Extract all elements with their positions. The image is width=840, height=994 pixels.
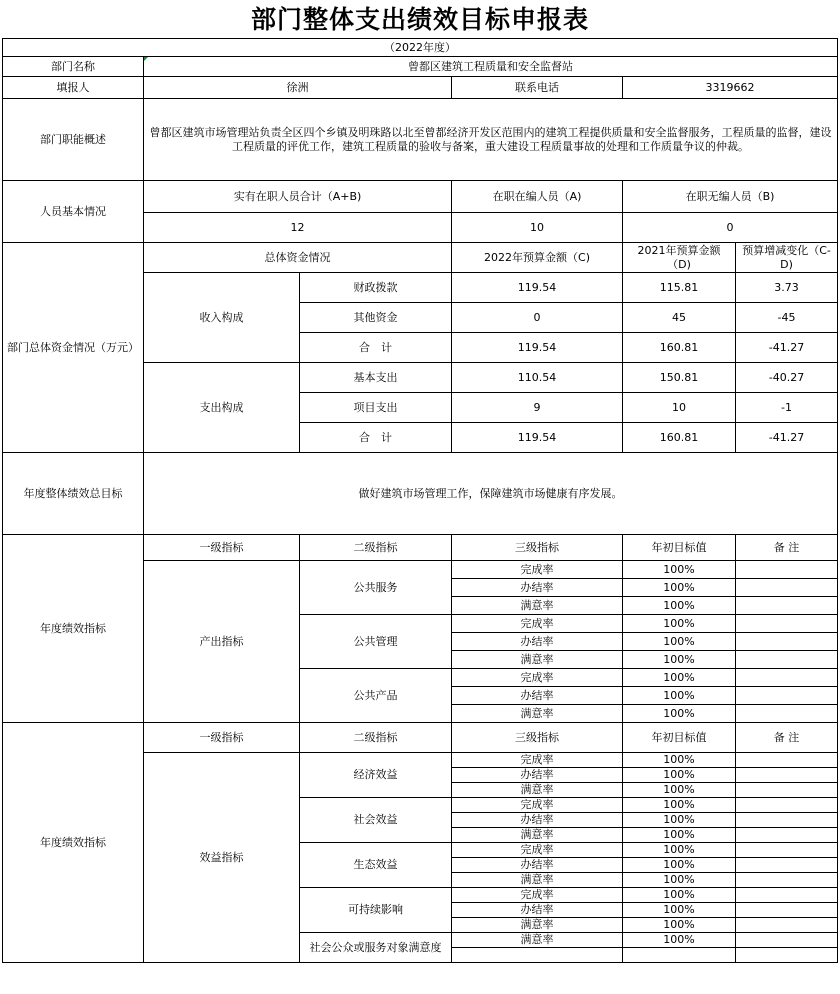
perf2-item: 满意率: [452, 828, 623, 843]
staff-b: 0: [623, 213, 838, 243]
perf1-header-note: 备 注: [736, 535, 838, 561]
perf2-group: 可持续影响: [300, 888, 452, 933]
staff-header-b: 在职无编人员（B): [623, 181, 838, 213]
perf2-target: 100%: [623, 933, 736, 948]
perf2-target: 100%: [623, 903, 736, 918]
perf1-item: 满意率: [452, 705, 623, 723]
income-cd: -41.27: [736, 333, 838, 363]
expense-d: 160.81: [623, 423, 736, 453]
perf2-item: 满意率: [452, 918, 623, 933]
perf2-item: 完成率: [452, 753, 623, 768]
perf1-note: [736, 705, 838, 723]
perf1-target: 100%: [623, 579, 736, 597]
staff-label: 人员基本情况: [3, 181, 144, 243]
perf2-note: [736, 948, 838, 963]
budget-form-table: [2, 38, 838, 963]
perf2-target: 100%: [623, 843, 736, 858]
perf1-item: 办结率: [452, 687, 623, 705]
perf2-item: 办结率: [452, 813, 623, 828]
perf2-note: [736, 873, 838, 888]
perf2-header-level3: 三级指标: [452, 723, 623, 753]
expense-c: 119.54: [452, 423, 623, 453]
perf2-target: 100%: [623, 858, 736, 873]
perf1-target: 100%: [623, 687, 736, 705]
staff-header-a: 在职在编人员（A): [452, 181, 623, 213]
perf2-target: 100%: [623, 753, 736, 768]
perf1-target: 100%: [623, 705, 736, 723]
perf2-header-note: 备 注: [736, 723, 838, 753]
perf1-target: 100%: [623, 651, 736, 669]
perf1-label: 年度绩效指标: [3, 535, 144, 723]
perf2-note: [736, 753, 838, 768]
perf2-item: [452, 948, 623, 963]
perf2-item: 办结率: [452, 903, 623, 918]
perf1-note: [736, 579, 838, 597]
perf1-item: 办结率: [452, 633, 623, 651]
perf2-item: 办结率: [452, 858, 623, 873]
expense-name: 基本支出: [300, 363, 452, 393]
perf1-target: 100%: [623, 615, 736, 633]
perf2-note: [736, 903, 838, 918]
income-d: 160.81: [623, 333, 736, 363]
perf2-target: 100%: [623, 768, 736, 783]
perf1-header-target: 年初目标值: [623, 535, 736, 561]
perf1-note: [736, 597, 838, 615]
income-c: 119.54: [452, 273, 623, 303]
duty-text: 曾都区建筑市场管理站负责全区四个乡镇及明珠路以北至曾都经济开发区范围内的建筑工程提供质量和安全监督服务，工程质量的监督，建设工程质量的评优工作，建筑工程质量的验收与备案，重大建设工程质量事故的处理和工作质量争议的仲裁。: [144, 99, 838, 181]
perf1-header-level2: 二级指标: [300, 535, 452, 561]
perf2-target: 100%: [623, 783, 736, 798]
filler-value: 徐洲: [144, 77, 452, 99]
perf2-note: [736, 933, 838, 948]
expense-cd: -1: [736, 393, 838, 423]
perf1-target: 100%: [623, 669, 736, 687]
funds-header-c: 2022年预算金额（C): [452, 243, 623, 273]
perf1-note: [736, 615, 838, 633]
income-c: 0: [452, 303, 623, 333]
perf2-note: [736, 813, 838, 828]
perf2-group: 生态效益: [300, 843, 452, 888]
perf2-note: [736, 858, 838, 873]
year-row: [3, 39, 838, 57]
goal-row: [3, 453, 838, 535]
perf2-target: 100%: [623, 918, 736, 933]
perf1-group: 公共管理: [300, 615, 452, 669]
perf1-group: 公共服务: [300, 561, 452, 615]
income-label: 收入构成: [144, 273, 300, 363]
perf1-note: [736, 651, 838, 669]
expense-cd: -40.27: [736, 363, 838, 393]
perf2-item: 满意率: [452, 783, 623, 798]
staff-a: 10: [452, 213, 623, 243]
perf2-header-row: [3, 723, 838, 753]
perf2-target: 100%: [623, 888, 736, 903]
expense-c: 9: [452, 393, 623, 423]
perf1-header-level1: 一级指标: [144, 535, 300, 561]
perf2-target: 100%: [623, 798, 736, 813]
phone-label: 联系电话: [452, 77, 623, 99]
dept-value: 曾都区建筑工程质量和安全监督站: [144, 57, 838, 77]
funds-header-cd: 预算增减变化（C-D): [736, 243, 838, 273]
perf2-target: 100%: [623, 813, 736, 828]
staff-header-total: 实有在职人员合计（A+B): [144, 181, 452, 213]
expense-d: 10: [623, 393, 736, 423]
funds-header-row: [3, 243, 838, 273]
funds-label: 部门总体资金情况（万元）: [3, 243, 144, 453]
perf1-target: 100%: [623, 633, 736, 651]
perf1-item: 办结率: [452, 579, 623, 597]
duty-row: [3, 99, 838, 181]
perf1-header-level3: 三级指标: [452, 535, 623, 561]
perf1-item: 完成率: [452, 669, 623, 687]
income-cd: 3.73: [736, 273, 838, 303]
income-d: 115.81: [623, 273, 736, 303]
perf1-target: 100%: [623, 561, 736, 579]
expense-label: 支出构成: [144, 363, 300, 453]
perf2-group-satisfaction: 社会公众或服务对象满意度: [300, 933, 452, 963]
perf2-item: 完成率: [452, 843, 623, 858]
perf2-target: 100%: [623, 828, 736, 843]
perf2-note: [736, 828, 838, 843]
perf2-header-level1: 一级指标: [144, 723, 300, 753]
income-name: 其他资金: [300, 303, 452, 333]
income-name: 合 计: [300, 333, 452, 363]
dept-row: [3, 57, 838, 77]
income-cd: -45: [736, 303, 838, 333]
expense-cd: -41.27: [736, 423, 838, 453]
perf1-note: [736, 669, 838, 687]
duty-label: 部门职能概述: [3, 99, 144, 181]
dept-label: 部门名称: [3, 57, 144, 77]
perf2-header-target: 年初目标值: [623, 723, 736, 753]
perf1-item: 满意率: [452, 651, 623, 669]
staff-header-row: [3, 181, 838, 213]
funds-header-total: 总体资金情况: [144, 243, 452, 273]
income-d: 45: [623, 303, 736, 333]
perf2-note: [736, 918, 838, 933]
perf1-note: [736, 561, 838, 579]
perf2-group: 社会效益: [300, 798, 452, 843]
funds-header-d: 2021年预算金额（D): [623, 243, 736, 273]
perf2-note: [736, 888, 838, 903]
expense-c: 110.54: [452, 363, 623, 393]
staff-total: 12: [144, 213, 452, 243]
form-title: 部门整体支出绩效目标申报表: [250, 5, 589, 34]
perf2-target: [623, 948, 736, 963]
perf2-target: 100%: [623, 873, 736, 888]
perf2-header-level2: 二级指标: [300, 723, 452, 753]
perf2-note: [736, 843, 838, 858]
perf2-item: 办结率: [452, 768, 623, 783]
perf2-note: [736, 768, 838, 783]
perf2-item: 完成率: [452, 888, 623, 903]
perf1-note: [736, 633, 838, 651]
perf1-item: 完成率: [452, 561, 623, 579]
income-name: 财政拨款: [300, 273, 452, 303]
perf1-target: 100%: [623, 597, 736, 615]
income-c: 119.54: [452, 333, 623, 363]
perf1-item: 完成率: [452, 615, 623, 633]
perf2-item: 满意率: [452, 933, 623, 948]
form-year: （2022年度）: [3, 39, 838, 57]
perf1-group: 公共产品: [300, 669, 452, 723]
filler-row: [3, 77, 838, 99]
expense-d: 150.81: [623, 363, 736, 393]
perf1-level1: 产出指标: [144, 561, 300, 723]
perf2-item: 满意率: [452, 873, 623, 888]
perf1-note: [736, 687, 838, 705]
expense-name: 项目支出: [300, 393, 452, 423]
perf1-header-row: [3, 535, 838, 561]
perf2-level1: 效益指标: [144, 753, 300, 963]
perf2-note: [736, 798, 838, 813]
perf2-note: [736, 783, 838, 798]
perf2-label: 年度绩效指标: [3, 723, 144, 963]
perf1-item: 满意率: [452, 597, 623, 615]
phone-value: 3319662: [623, 77, 838, 99]
goal-label: 年度整体绩效总目标: [3, 453, 144, 535]
expense-name: 合 计: [300, 423, 452, 453]
perf2-group: 经济效益: [300, 753, 452, 798]
goal-text: 做好建筑市场管理工作，保障建筑市场健康有序发展。: [144, 453, 838, 535]
perf2-item: 完成率: [452, 798, 623, 813]
filler-label: 填报人: [3, 77, 144, 99]
